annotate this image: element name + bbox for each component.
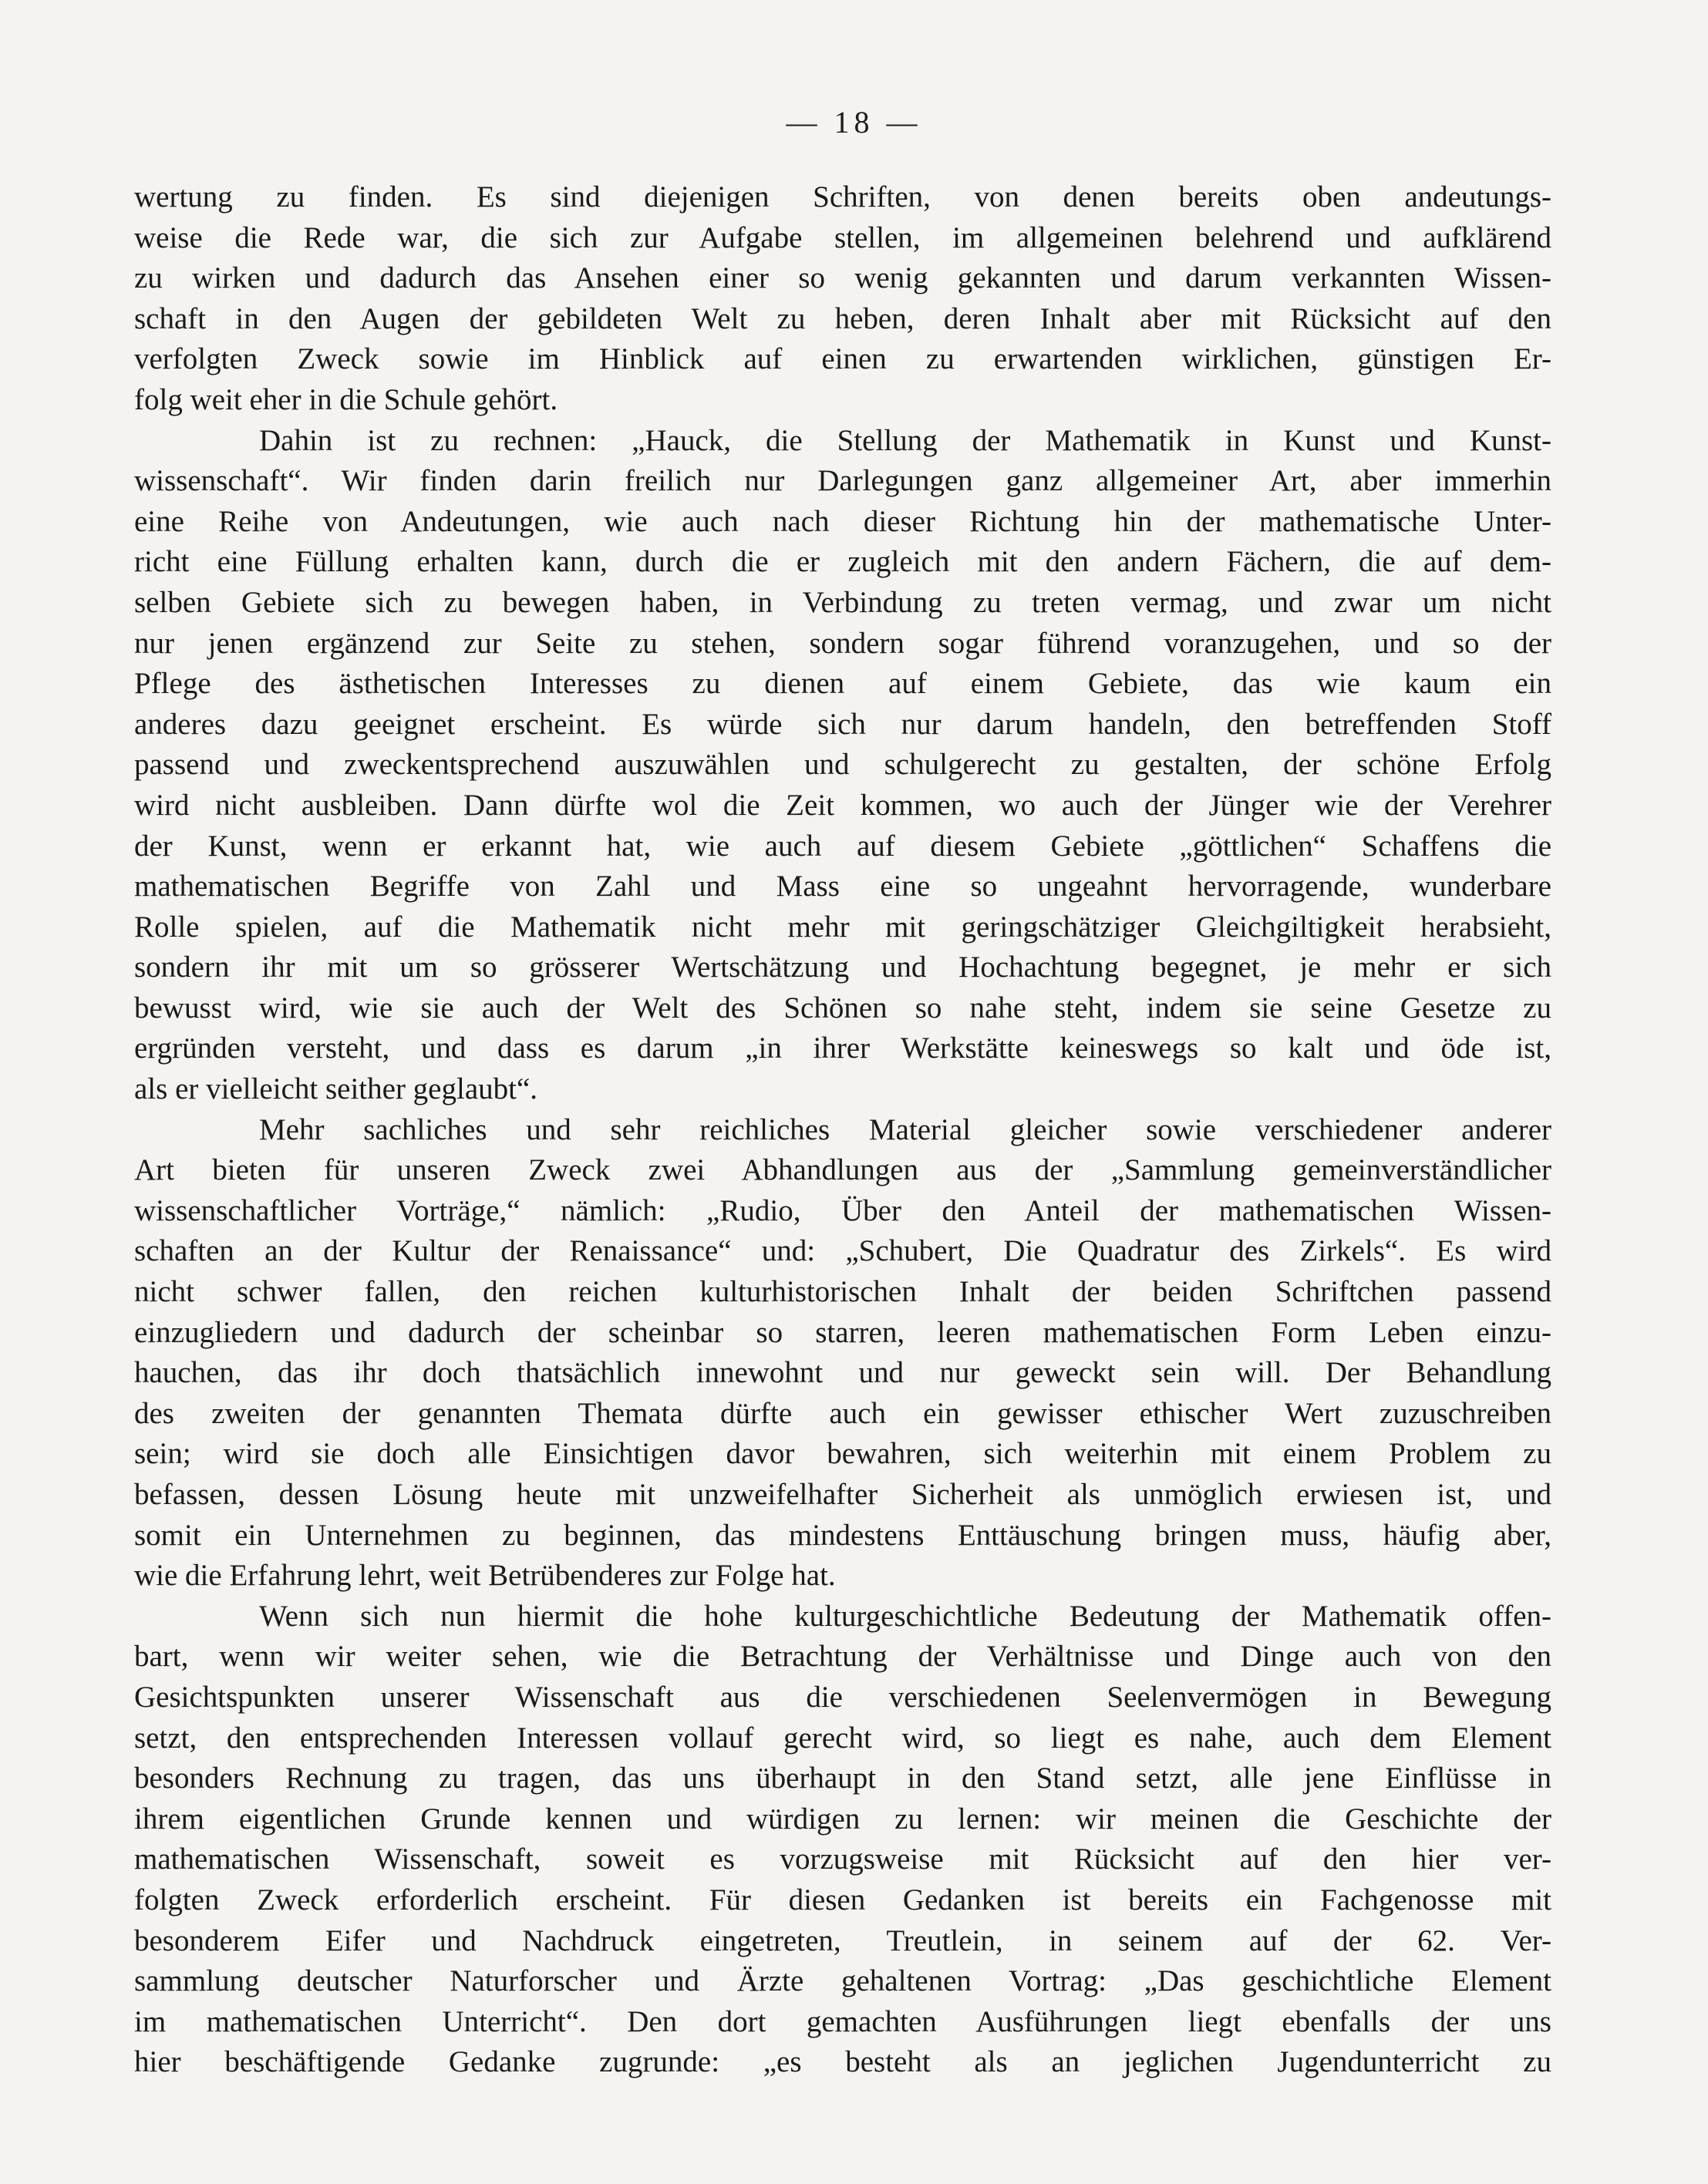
- text-line: sammlung deutscher Naturforscher und Ärzte gehaltenen Vortrag: „Das geschichtliche Element: [134, 1964, 1551, 1998]
- text-line: mathematischen Begriffe von Zahl und Mass eine so ungeahnt hervorragende, wunderbare: [134, 870, 1551, 904]
- text-line: hier beschäftigende Gedanke zugrunde: „es besteht als an jeglichen Jugendunterricht zu: [134, 2045, 1551, 2079]
- text-line: ihrem eigentlichen Grunde kennen und würdigen zu lernen: wir meinen die Geschichte der: [134, 1802, 1551, 1836]
- page-number: — 18 —: [786, 105, 922, 140]
- text-line: schaft in den Augen der gebildeten Welt zu heben, deren Inhalt aber mit Rücksicht auf den: [134, 301, 1551, 335]
- text-line: mathematischen Wissenschaft, soweit es vorzugsweise mit Rücksicht auf den hier ver-: [134, 1842, 1551, 1876]
- text-line: als er vielleicht seither geglaubt“.: [134, 1072, 538, 1106]
- text-line: im mathematischen Unterricht“. Den dort gemachten Ausführungen liegt ebenfalls der uns: [134, 2004, 1551, 2038]
- text-line: folg weit eher in die Schule gehört.: [134, 382, 558, 416]
- text-line: wissenschaftlicher Vorträge,“ nämlich: „Rudio, Über den Anteil der mathematischen Wissen-: [134, 1193, 1551, 1227]
- text-line: wertung zu finden. Es sind diejenigen Schriften, von denen bereits oben andeutungs-: [134, 180, 1551, 214]
- text-line: anderes dazu geeignet erscheint. Es würde sich nur darum handeln, den betreffenden Stoff: [134, 707, 1551, 741]
- text-line: der Kunst, wenn er erkannt hat, wie auch auf diesem Gebiete „göttlichen“ Schaffens die: [134, 829, 1551, 863]
- body-text: [134, 177, 1551, 2083]
- text-line: folgten Zweck erforderlich erscheint. Für diesen Gedanken ist bereits ein Fachgenosse mit: [134, 1883, 1551, 1916]
- text-line: weise die Rede war, die sich zur Aufgabe stellen, im allgemeinen belehrend und aufklärend: [134, 220, 1551, 254]
- text-line: passend und zweckentsprechend auszuwählen und schulgerecht zu gestalten, der schöne Erfolg: [134, 748, 1551, 782]
- text-line: besonders Rechnung zu tragen, das uns überhaupt in den Stand setzt, alle jene Einflüsse in: [134, 1762, 1551, 1795]
- text-line: Art bieten für unseren Zweck zwei Abhandlungen aus der „Sammlung gemeinverständlicher: [134, 1153, 1551, 1187]
- text-line: schaften an der Kultur der Renaissance“ und: „Schubert, Die Quadratur des Zirkels“. Es wird: [134, 1234, 1551, 1268]
- text-line: Rolle spielen, auf die Mathematik nicht mehr mit geringschätziger Gleichgiltigkeit herabsieht,: [134, 910, 1551, 944]
- text-line: richt eine Füllung erhalten kann, durch die er zugleich mit den andern Fächern, die auf dem-: [134, 545, 1551, 579]
- text-line: selben Gebiete sich zu bewegen haben, in Verbindung zu treten vermag, und zwar um nicht: [134, 585, 1551, 619]
- text-line: setzt, den entsprechenden Interessen vollauf gerecht wird, so liegt es nahe, auch dem Element: [134, 1721, 1551, 1755]
- paragraph-start-line: Mehr sachliches und sehr reichliches Material gleicher sowie verschiedener anderer: [259, 1112, 1551, 1146]
- text-line: wie die Erfahrung lehrt, weit Betrübenderes zur Folge hat.: [134, 1559, 836, 1593]
- paragraph-start-line: Wenn sich nun hiermit die hohe kulturgeschichtliche Bedeutung der Mathematik offen-: [259, 1599, 1551, 1633]
- text-line: sein; wird sie doch alle Einsichtigen davor bewahren, sich weiterhin mit einem Problem zu: [134, 1437, 1551, 1471]
- text-line: wissenschaft“. Wir finden darin freilich nur Darlegungen ganz allgemeiner Art, aber immerhin: [134, 464, 1551, 498]
- text-line: hauchen, das ihr doch thatsächlich innewohnt und nur geweckt sein will. Der Behandlung: [134, 1356, 1551, 1390]
- text-line: Pflege des ästhetischen Interesses zu dienen auf einem Gebiete, das wie kaum ein: [134, 667, 1551, 701]
- text-line: wird nicht ausbleiben. Dann dürfte wol die Zeit kommen, wo auch der Jünger wie der Verehrer: [134, 788, 1551, 822]
- text-line: besonderem Eifer und Nachdruck eingetreten, Treutlein, in seinem auf der 62. Ver-: [134, 1923, 1551, 1957]
- text-line: sondern ihr mit um so grösserer Wertschätzung und Hochachtung begegnet, je mehr er sich: [134, 951, 1551, 984]
- text-line: nur jenen ergänzend zur Seite zu stehen, sondern sogar führend voranzugehen, und so der: [134, 626, 1551, 660]
- text-line: verfolgten Zweck sowie im Hinblick auf einen zu erwartenden wirklichen, günstigen Er-: [134, 342, 1551, 376]
- text-line: nicht schwer fallen, den reichen kulturhistorischen Inhalt der beiden Schriftchen passend: [134, 1275, 1551, 1309]
- text-line: zu wirken und dadurch das Ansehen einer so wenig gekannten und darum verkannten Wissen-: [134, 261, 1551, 295]
- text-line: eine Reihe von Andeutungen, wie auch nach dieser Richtung hin der mathematische Unter-: [134, 504, 1551, 538]
- text-line: Gesichtspunkten unserer Wissenschaft aus die verschiedenen Seelenvermögen in Bewegung: [134, 1680, 1551, 1714]
- text-line: somit ein Unternehmen zu beginnen, das mindestens Enttäuschung bringen muss, häufig aber,: [134, 1518, 1551, 1552]
- text-line: des zweiten der genannten Themata dürfte auch ein gewisser ethischer Wert zuzuschreiben: [134, 1396, 1551, 1430]
- text-line: befassen, dessen Lösung heute mit unzweifelhafter Sicherheit als unmöglich erwiesen ist, und: [134, 1478, 1551, 1511]
- text-line: bart, wenn wir weiter sehen, wie die Betrachtung der Verhältnisse und Dinge auch von den: [134, 1640, 1551, 1674]
- text-line: ergründen versteht, und dass es darum „in ihrer Werkstätte keineswegs so kalt und öde ist,: [134, 1031, 1551, 1065]
- text-line: einzugliedern und dadurch der scheinbar so starren, leeren mathematischen Form Leben einzu-: [134, 1315, 1551, 1349]
- text-line: bewusst wird, wie sie auch der Welt des Schönen so nahe steht, indem sie seine Gesetze zu: [134, 991, 1551, 1025]
- paragraph-start-line: Dahin ist zu rechnen: „Hauck, die Stellung der Mathematik in Kunst und Kunst-: [259, 423, 1551, 457]
